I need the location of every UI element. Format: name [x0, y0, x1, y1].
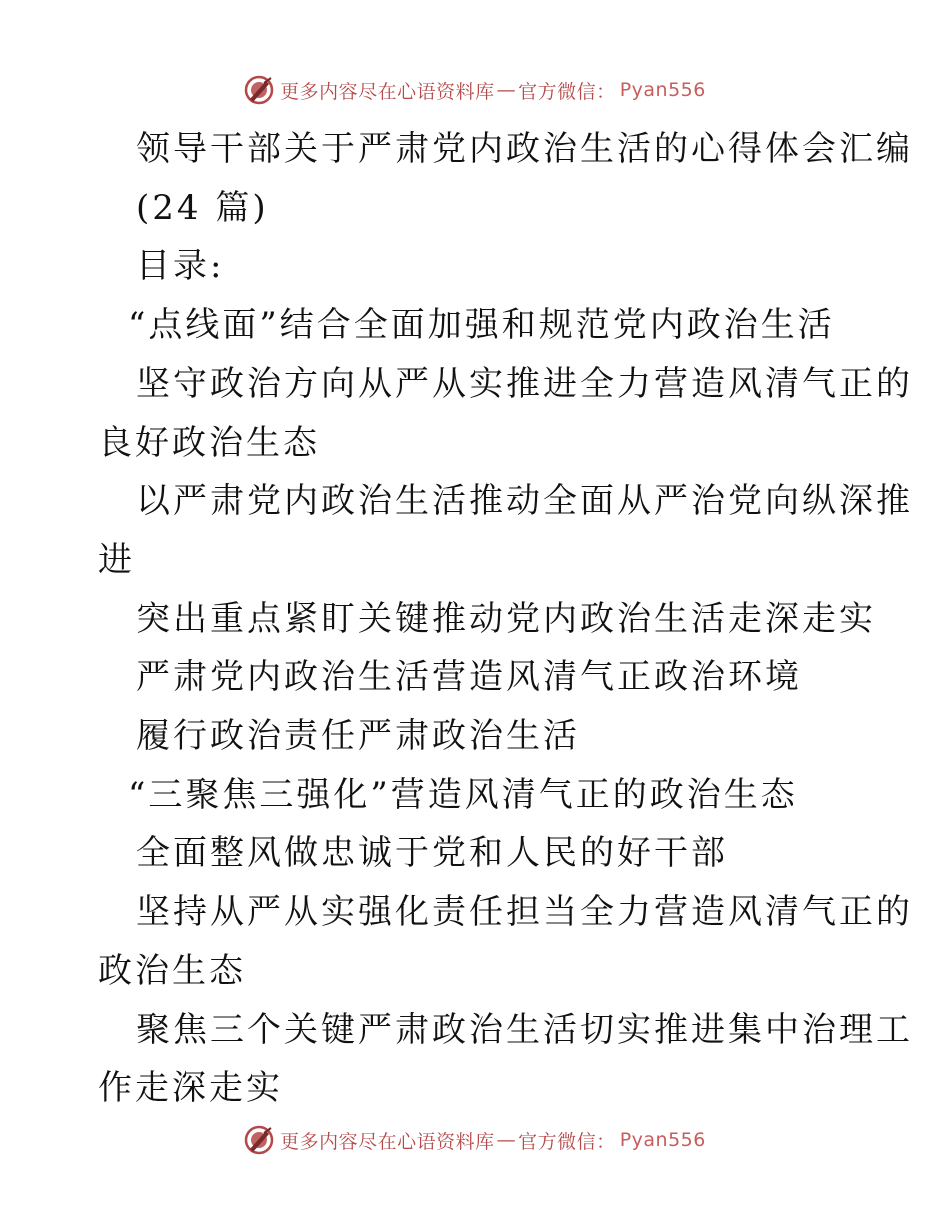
watermark-site-text: 更多内容尽在心语资料库 [280, 80, 495, 103]
toc-line: 履行政治责任严肃政治生活 [136, 716, 580, 757]
toc-line: 以严肃党内政治生活推动全面从严治党向纵深推 [136, 481, 913, 522]
header-watermark [0, 70, 950, 110]
watermark-wechat-label: 官方微信： [518, 1130, 616, 1153]
watermark-site-text: 更多内容尽在心语资料库 [280, 1130, 495, 1153]
quill-seal-icon [244, 1125, 274, 1155]
toc-line: 政治生态 [98, 950, 246, 991]
document-title-line-2: (24 篇) [136, 187, 269, 228]
toc-line: 作走深走实 [98, 1068, 283, 1109]
toc-line: 良好政治生态 [98, 422, 320, 463]
document-body [98, 120, 913, 1118]
toc-line: “点线面”结合全面加强和规范党内政治生活 [128, 305, 835, 346]
watermark-wechat-id: Pyan556 [619, 1129, 706, 1151]
toc-line: 全面整风做忠诚于党和人民的好干部 [136, 833, 728, 874]
toc-line: 进 [98, 539, 135, 580]
watermark-wechat-label: 官方微信： [518, 80, 616, 103]
toc-label: 目录: [136, 246, 225, 287]
watermark-wechat-id: Pyan556 [619, 79, 706, 101]
quill-seal-icon [244, 75, 274, 105]
toc-line: 聚焦三个关键严肃政治生活切实推进集中治理工 [136, 1009, 913, 1050]
footer-watermark [0, 1120, 950, 1160]
toc-line: 坚持从严从实强化责任担当全力营造风清气正的 [136, 892, 913, 933]
toc-line: 突出重点紧盯关键推动党内政治生活走深走实 [136, 598, 876, 639]
watermark-separator: — [496, 79, 517, 101]
toc-line: “三聚焦三强化”营造风清气正的政治生态 [128, 774, 798, 815]
toc-line: 坚守政治方向从严从实推进全力营造风清气正的 [136, 363, 913, 404]
toc-line: 严肃党内政治生活营造风清气正政治环境 [136, 657, 802, 698]
document-title-line-1: 领导干部关于严肃党内政治生活的心得体会汇编 [136, 129, 913, 169]
watermark-separator: — [496, 1129, 517, 1151]
